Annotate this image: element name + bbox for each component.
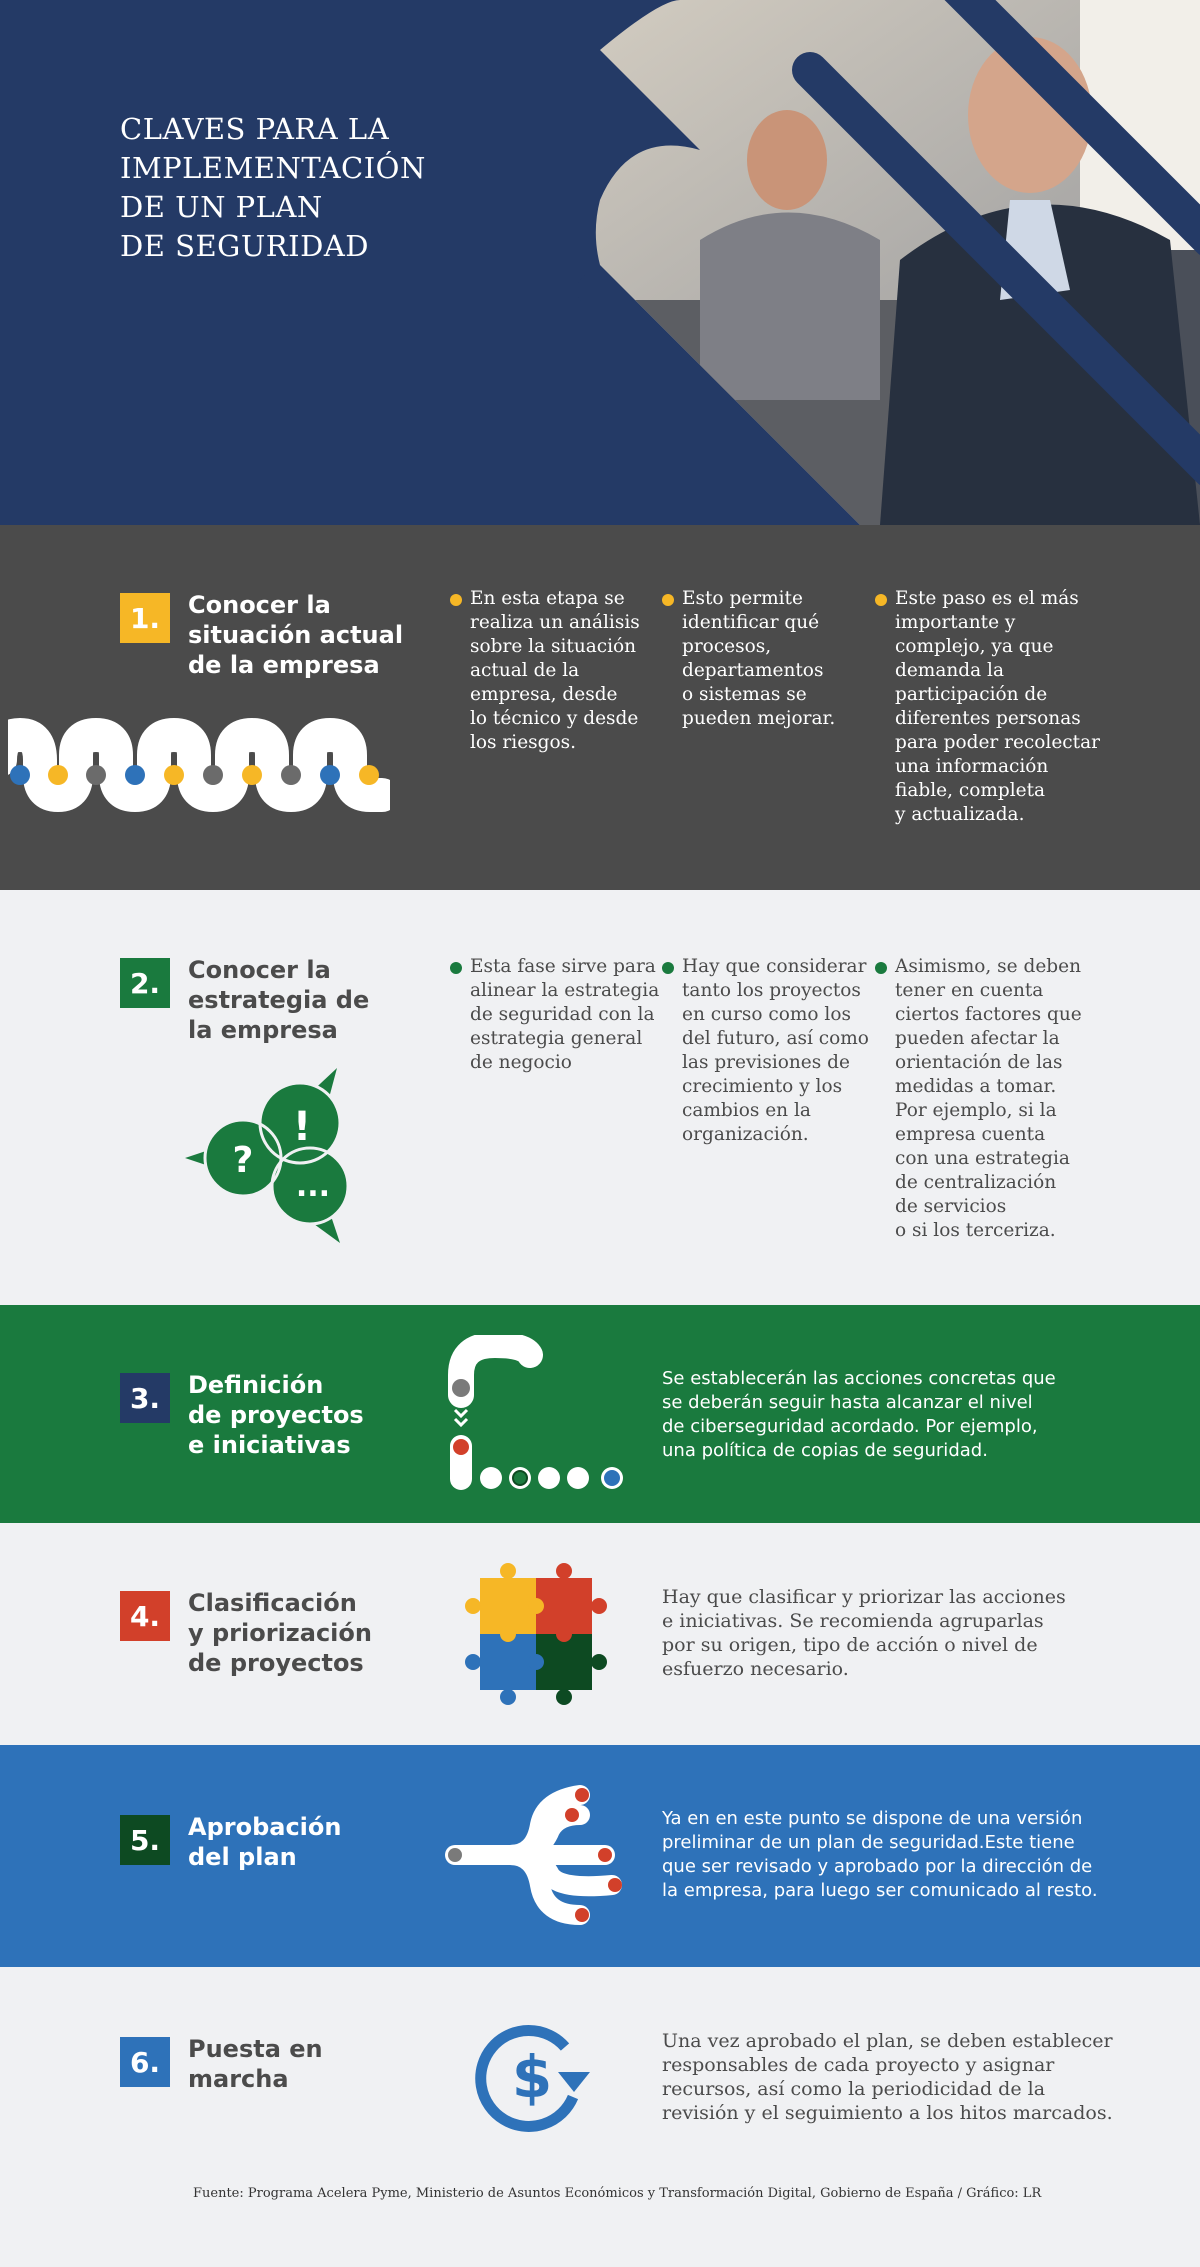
bullet-item [895, 587, 1110, 827]
bullet-line: organización. [682, 1124, 809, 1145]
bullet-line: En esta etapa se [470, 588, 625, 609]
bullet-line: Hay que considerar [682, 956, 867, 977]
description-line: de ciberseguridad acordado. Por ejemplo, [662, 1416, 1038, 1437]
step-title [188, 1812, 341, 1872]
exclamation-glyph: ! [292, 1104, 312, 1150]
bullet-line: y actualizada. [895, 804, 1025, 825]
step-description [662, 1585, 1066, 1681]
step-title [188, 2034, 323, 2094]
bullet-line: una información [895, 756, 1049, 777]
step-6-section [0, 1967, 1200, 2267]
description-line: revisión y el seguimiento a los hitos marcados. [662, 2102, 1113, 2124]
bullet-line: los riesgos. [470, 732, 576, 753]
description-line: Ya en en este punto se dispone de una versión [662, 1808, 1083, 1829]
bullet-line: ciertos factores que [895, 1004, 1082, 1025]
bullet-line: o sistemas se [682, 684, 807, 705]
bullet-line: pueden afectar la [895, 1028, 1060, 1049]
bullet-line: para poder recolectar [895, 732, 1100, 753]
bullet-line: medidas a tomar. [895, 1076, 1057, 1097]
step-title-line: Puesta en [188, 2035, 323, 2063]
step-4-section [0, 1523, 1200, 1745]
step-number: 4. [120, 1591, 170, 1641]
step-title [188, 955, 369, 1045]
branching-icon [440, 1780, 640, 1930]
bullet-line: diferentes personas [895, 708, 1081, 729]
speech-bubbles-icon [185, 1068, 355, 1243]
ellipsis-glyph: ... [295, 1169, 331, 1204]
step-description [662, 1807, 1098, 1903]
wave-dots-icon [0, 715, 390, 835]
step-1-section [0, 525, 1200, 890]
bullet-dot [450, 962, 462, 974]
bullet-item [682, 955, 882, 1147]
step-title-line: Clasificación [188, 1589, 357, 1617]
bullet-line: Esto permite [682, 588, 803, 609]
bullet-dot [450, 594, 462, 606]
bullet-item [682, 587, 882, 731]
bullet-line: estrategia general [470, 1028, 643, 1049]
step-2-section [0, 890, 1200, 1305]
description-line: una política de copias de seguridad. [662, 1440, 988, 1461]
title-line: CLAVES PARA LA [120, 112, 390, 146]
step-title-line: Aprobación [188, 1813, 342, 1841]
bullet-dot [662, 594, 674, 606]
bullet-dot [875, 594, 887, 606]
step-title-line: e iniciativas [188, 1431, 351, 1459]
bullet-item [895, 955, 1110, 1243]
title-line: IMPLEMENTACIÓN [120, 151, 426, 185]
step-title-line: de la empresa [188, 651, 380, 679]
dollar-cycle-icon [470, 2017, 600, 2137]
bullet-line: pueden mejorar. [682, 708, 836, 729]
bullet-line: importante y [895, 612, 1016, 633]
description-line: preliminar de un plan de seguridad.Este tiene [662, 1832, 1075, 1853]
bullet-line: cambios en la [682, 1100, 811, 1121]
step-title-line: Conocer la [188, 591, 331, 619]
step-title-line: Conocer la [188, 956, 331, 984]
bullet-line: realiza un análisis [470, 612, 640, 633]
bullet-line: empresa cuenta [895, 1124, 1046, 1145]
description-line: responsables de cada proyecto y asignar [662, 2054, 1055, 2076]
step-number: 2. [120, 958, 170, 1008]
step-title [188, 1588, 372, 1678]
bullet-line: Esta fase sirve para [470, 956, 656, 977]
description-line: esfuerzo necesario. [662, 1658, 849, 1680]
bullet-line: las previsiones de [682, 1052, 850, 1073]
step-title-line: la empresa [188, 1016, 338, 1044]
step-title [188, 590, 403, 680]
bullet-item [470, 955, 670, 1075]
step-description [662, 2029, 1113, 2125]
bullet-line: alinear la estrategia [470, 980, 660, 1001]
bullet-line: o si los terceriza. [895, 1220, 1056, 1241]
step-number: 3. [120, 1373, 170, 1423]
page-title [120, 110, 480, 266]
description-line: por su origen, tipo de acción o nivel de [662, 1634, 1038, 1656]
step-title-line: de proyectos [188, 1401, 364, 1429]
path-steps-icon [445, 1335, 635, 1495]
bullet-line: sobre la situación [470, 636, 637, 657]
bullet-line: tanto los proyectos [682, 980, 861, 1001]
title-line: DE SEGURIDAD [120, 229, 370, 263]
step-description [662, 1367, 1056, 1463]
bullet-line: demanda la [895, 660, 1004, 681]
bullet-line: procesos, [682, 636, 772, 657]
description-line: Se establecerán las acciones concretas que [662, 1368, 1056, 1389]
step-title-line: estrategia de [188, 986, 370, 1014]
bullet-line: Por ejemplo, si la [895, 1100, 1057, 1121]
bullet-dot [875, 962, 887, 974]
bullet-line: tener en cuenta [895, 980, 1044, 1001]
step-title-line: marcha [188, 2065, 289, 2093]
step-title-line: Definición [188, 1371, 324, 1399]
dollar-glyph: $ [511, 2043, 553, 2111]
bullet-line: actual de la [470, 660, 580, 681]
description-line: Hay que clasificar y priorizar las acciones [662, 1586, 1066, 1608]
bullet-line: con una estrategia [895, 1148, 1070, 1169]
bullet-dot [662, 962, 674, 974]
header-section [0, 0, 1200, 525]
step-3-section [0, 1305, 1200, 1523]
description-line: recursos, así como la periodicidad de la [662, 2078, 1046, 2100]
bullet-line: de negocio [470, 1052, 572, 1073]
question-glyph: ? [232, 1140, 254, 1181]
step-number: 6. [120, 2037, 170, 2087]
step-title-line: de proyectos [188, 1649, 364, 1677]
description-line: se deberán seguir hasta alcanzar el nivel [662, 1392, 1033, 1413]
bullet-line: crecimiento y los [682, 1076, 843, 1097]
bullet-line: departamentos [682, 660, 824, 681]
step-number: 1. [120, 593, 170, 643]
bullet-line: Asimismo, se deben [895, 956, 1081, 977]
step-title-line: del plan [188, 1843, 297, 1871]
bullet-line: Este paso es el más [895, 588, 1079, 609]
step-title-line: situación actual [188, 621, 404, 649]
bullet-line: de centralización [895, 1172, 1057, 1193]
puzzle-icon [455, 1553, 615, 1713]
description-line: la empresa, para luego ser comunicado al resto. [662, 1880, 1098, 1901]
title-line: DE UN PLAN [120, 190, 323, 224]
bullet-item [470, 587, 670, 755]
description-line: Una vez aprobado el plan, se deben establecer [662, 2030, 1113, 2052]
bullet-line: en curso como los [682, 1004, 851, 1025]
description-line: que ser revisado y aprobado por la dirección de [662, 1856, 1093, 1877]
bullet-line: de servicios [895, 1196, 1007, 1217]
bullet-line: empresa, desde [470, 684, 618, 705]
step-5-section [0, 1745, 1200, 1967]
bullet-line: identificar qué [682, 612, 820, 633]
step-number: 5. [120, 1815, 170, 1865]
step-title-line: y priorización [188, 1619, 372, 1647]
bullet-line: fiable, completa [895, 780, 1046, 801]
bullet-line: lo técnico y desde [470, 708, 639, 729]
source-credit: Fuente: Programa Acelera Pyme, Ministerio de Asuntos Económicos y Transformación Digital, Gobierno de España / Gráfico: LR [193, 2186, 1042, 2201]
bullet-line: participación de [895, 684, 1048, 705]
bullet-line: del futuro, así como [682, 1028, 869, 1049]
bullet-line: complejo, ya que [895, 636, 1054, 657]
bullet-line: orientación de las [895, 1052, 1063, 1073]
description-line: e iniciativas. Se recomienda agruparlas [662, 1610, 1044, 1632]
step-title [188, 1370, 364, 1460]
bullet-line: de seguridad con la [470, 1004, 655, 1025]
